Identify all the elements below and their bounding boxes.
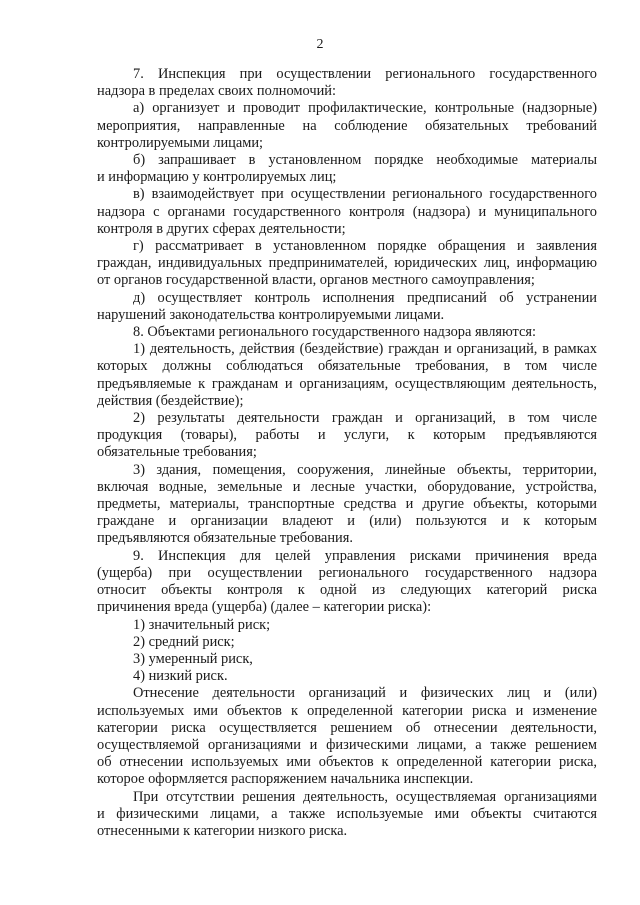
text-line: которое оформляется распоряжением начальника инспекции. [97,771,474,788]
text-line: предъявляются обязательные требования. [97,530,353,547]
text-line: отнесенными к категории низкого риска. [97,822,348,839]
text-line: 9. Инспекция для целей управления рисками причинения вреда [133,547,597,564]
text-line: обязательные требования; [97,444,257,461]
text-line: включая водные, земельные и лесные участки, оборудование, устройства, [97,478,597,495]
text-line: и информацию у контролируемых лиц; [97,169,337,186]
text-line: в) взаимодействует при осуществлении регионального государственного [133,186,597,203]
text-line: 2) средний риск; [133,633,235,650]
text-line: действия (бездействие); [97,392,244,409]
text-line: 8. Объектами регионального государственного надзора являются: [133,324,537,341]
text-line: 2) результаты деятельности граждан и организаций, в том числе [133,410,597,427]
text-line: нарушений законодательства контролируемыми лицами. [97,306,445,323]
text-line: 7. Инспекция при осуществлении регионального государственного [133,66,597,82]
text-line: осуществляемой организациями и физическими лицами, а также решением [97,736,597,753]
text-line: а) организует и проводит профилактические, контрольные (надзорные) [133,100,597,117]
text-line: б) запрашивает в установленном порядке необходимые материалы [133,152,597,169]
text-line: используемых ими объектов к определенной категории риска и изменение [97,702,597,719]
text-line: контроля в других сферах деятельности; [97,220,346,237]
text-line: Отнесение деятельности организаций и физических лиц и (или) [133,685,597,702]
text-line: г) рассматривает в установленном порядке обращения и заявления [133,238,597,255]
text-line: 1) деятельность, действия (бездействие) граждан и организаций, в рамках [133,341,597,358]
text-line: от органов государственной власти, органов местного самоуправления; [97,272,535,289]
text-line: и физическими лицами, а также используемые ими объекты считаются [97,805,597,822]
text-line: (ущерба) при осуществлении регионального государственного надзора [97,564,597,581]
text-line: продукция (товары), работы и услуги, к которым предъявляются [97,427,597,444]
text-line: категории риска осуществляется решением об отнесении деятельности, [97,719,597,736]
text-line: которых должны соблюдаться обязательные требования, в том числе [97,358,597,375]
text-line: предметы, материалы, транспортные средства и другие объекты, которыми [97,496,597,513]
text-line: 3) умеренный риск, [133,650,253,667]
text-line: надзора с органами государственного контроля (надзора) и муниципального [97,203,597,220]
text-line: предъявляемые к гражданам и организациям, осуществляющим деятельность, [97,375,597,392]
text-line: причинения вреда (ущерба) (далее – категории риска): [97,599,432,616]
text-line: относит объекты контроля к одной из следующих категорий риска [97,582,597,599]
text-line: надзора в пределах своих полномочий: [97,83,336,100]
text-line: граждан, индивидуальных предпринимателей, юридических лиц, информацию [97,255,597,272]
text-line: д) осуществляет контроль исполнения предписаний об устранении [133,289,597,306]
text-line: об отнесении используемых ими объектов к определенной категории риска, [97,754,597,771]
text-line: мероприятия, направленные на соблюдение обязательных требований [97,117,597,134]
text-line: 1) значительный риск; [133,616,271,633]
text-line: граждане и организации владеют и (или) пользуются и к которым [97,513,597,530]
page-number: 2 [316,37,324,52]
document-body [97,66,597,840]
text-line: контролируемыми лицами; [97,134,264,151]
text-line: 3) здания, помещения, сооружения, линейные объекты, территории, [133,461,597,478]
text-line: При отсутствии решения деятельность, осуществляемая организациями [133,788,597,805]
text-line: 4) низкий риск. [133,668,228,685]
